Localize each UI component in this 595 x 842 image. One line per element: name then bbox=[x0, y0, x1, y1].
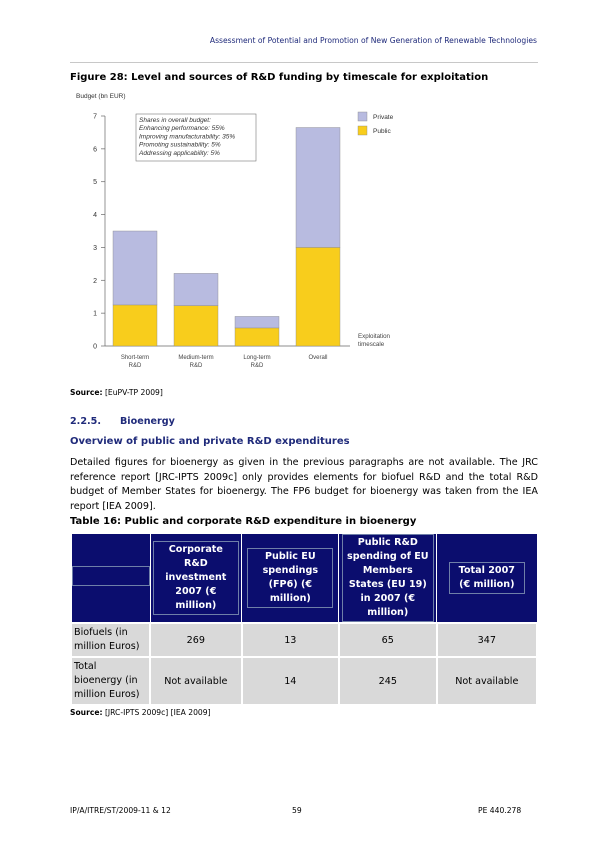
bar-public bbox=[235, 328, 279, 346]
table-cell: Not available bbox=[150, 657, 242, 705]
legend-swatch-public bbox=[358, 126, 367, 135]
y-tick-label: 0 bbox=[93, 343, 97, 351]
bar-chart bbox=[70, 86, 394, 380]
table-cell: 13 bbox=[242, 623, 339, 657]
legend-swatch-private bbox=[358, 112, 367, 121]
y-tick-label: 5 bbox=[93, 179, 97, 187]
table-header-row bbox=[71, 534, 537, 624]
legend-label-private: Private bbox=[373, 114, 394, 121]
figure-source bbox=[70, 388, 163, 397]
row-label: Total bioenergy (in million Euros) bbox=[71, 657, 150, 705]
table-title: Table 16: Public and corporate R&D expenditure in bioenergy bbox=[70, 516, 417, 527]
header-member-states bbox=[339, 534, 437, 624]
bar-private bbox=[235, 316, 279, 328]
header-rule bbox=[70, 62, 538, 63]
expenditure-table bbox=[70, 533, 538, 706]
figure-title: Figure 28: Level and sources of R&D funding by timescale for exploitation bbox=[70, 72, 489, 83]
bar-public bbox=[174, 306, 218, 346]
bar-private bbox=[296, 128, 340, 248]
section-number: 2.2.5. bbox=[70, 416, 101, 427]
table-source-label: Source: bbox=[70, 708, 103, 717]
table-cell: 65 bbox=[339, 623, 437, 657]
page-number: 59 bbox=[292, 806, 302, 815]
header-total bbox=[437, 534, 537, 624]
section-heading bbox=[70, 416, 175, 427]
bar-private bbox=[174, 273, 218, 305]
running-header: Assessment of Potential and Promotion of New Generation of Renewable Technologies bbox=[209, 36, 537, 45]
y-axis-label: Budget (bn EUR) bbox=[76, 93, 126, 100]
header-member-states-text: Public R&D spending of EU Members States (EU 19) in 2007 (€ million) bbox=[342, 534, 434, 622]
annotation-line: Promoting sustainability: 5% bbox=[139, 141, 221, 149]
legend-label-public: Public bbox=[373, 128, 391, 135]
x-axis-label-line1: Exploitation bbox=[358, 333, 390, 340]
annotation-line: Shares in overall budget: bbox=[139, 117, 211, 124]
table-source bbox=[70, 708, 211, 717]
footer-pe-number: PE 440.278 bbox=[478, 806, 522, 815]
figure-source-text: [EuPV-TP 2009] bbox=[104, 388, 163, 397]
bar-public bbox=[296, 247, 340, 346]
x-tick-label: Medium-term bbox=[178, 355, 214, 361]
y-tick-label: 6 bbox=[93, 146, 97, 154]
annotation-line: Addressing applicability: 5% bbox=[139, 149, 220, 157]
annotation-line: Enhancing performance: 55% bbox=[139, 125, 225, 133]
bar-public bbox=[113, 305, 157, 346]
x-tick-label: Long-term bbox=[243, 355, 271, 361]
table-row bbox=[71, 657, 537, 705]
y-tick-label: 2 bbox=[93, 277, 97, 285]
y-tick-label: 3 bbox=[93, 244, 97, 252]
y-tick-label: 1 bbox=[93, 310, 97, 318]
table-cell: 14 bbox=[242, 657, 339, 705]
bar-private bbox=[113, 231, 157, 305]
table-cell: 269 bbox=[150, 623, 242, 657]
x-tick-label: Short-term bbox=[120, 355, 150, 361]
header-blank bbox=[71, 534, 150, 624]
figure-source-label: Source: bbox=[70, 388, 103, 397]
y-tick-label: 4 bbox=[93, 212, 97, 220]
header-public-eu-text: Public EU spendings (FP6) (€ million) bbox=[247, 548, 333, 608]
header-blank-box bbox=[72, 566, 150, 586]
table-cell: 245 bbox=[339, 657, 437, 705]
x-tick-label: Overall bbox=[308, 355, 328, 361]
x-tick-label: R&D bbox=[128, 363, 142, 369]
x-tick-label: R&D bbox=[189, 363, 203, 369]
header-corporate bbox=[150, 534, 242, 624]
table-row bbox=[71, 623, 537, 657]
section-title: Bioenergy bbox=[120, 416, 175, 427]
body-paragraph: Detailed figures for bioenergy as given in the previous paragraphs are not available. The JRC reference report [JRC-IPTS 2009c] only provides elements for biofuel R&D and the total R&D budget of Member States for bioenergy. The FP6 budget for bioenergy was taken from the IEA report [IEA 2009]. bbox=[70, 457, 538, 512]
table-cell: 347 bbox=[437, 623, 537, 657]
footer-reference: IP/A/ITRE/ST/2009-11 & 12 bbox=[70, 806, 171, 815]
header-total-text: Total 2007 (€ million) bbox=[449, 562, 525, 594]
y-tick-label: 7 bbox=[93, 113, 97, 121]
subheading: Overview of public and private R&D expenditures bbox=[70, 436, 350, 447]
table-cell: Not available bbox=[437, 657, 537, 705]
x-tick-label: R&D bbox=[250, 363, 264, 369]
table-source-text: [JRC-IPTS 2009c] [IEA 2009] bbox=[104, 708, 211, 717]
row-label: Biofuels (in million Euros) bbox=[71, 623, 150, 657]
header-public-eu bbox=[242, 534, 339, 624]
annotation-line: Improving manufacturability: 35% bbox=[139, 133, 236, 141]
header-corporate-text: Corporate R&D investment 2007 (€ million) bbox=[153, 541, 239, 615]
x-axis-label-line2: timescale bbox=[358, 341, 385, 348]
